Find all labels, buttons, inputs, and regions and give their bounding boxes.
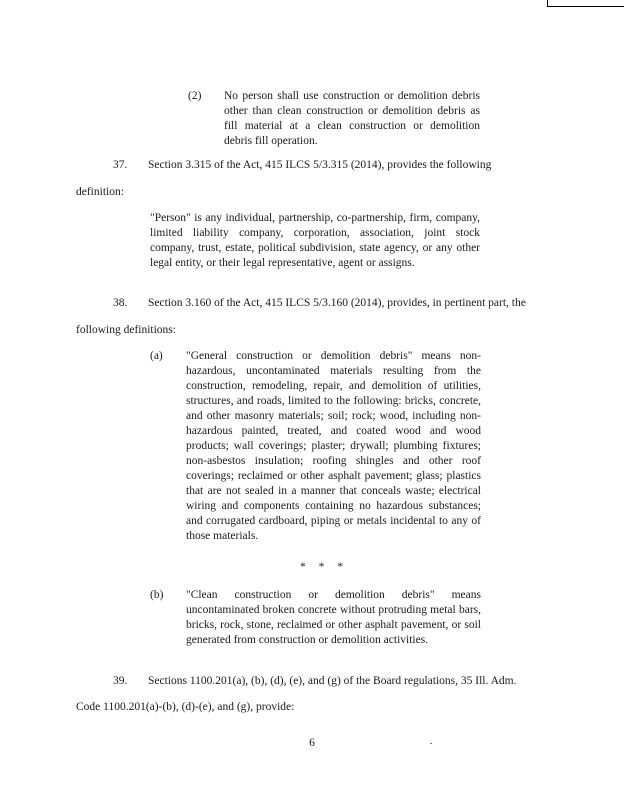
item-text: "Clean construction or demolition debris" means uncontaminated broken concrete without protruding metal bars, bricks, rock, stone, reclaimed or other asphalt pavement, or soil generated from construction or demolition activities. (186, 589, 481, 646)
paragraph-39-first-line (113, 674, 516, 689)
paragraph-text: Sections 1100.201(a), (b), (d), (e), and (g) of the Board regulations, 35 Ill. Adm. (148, 675, 517, 687)
subsection-2 (188, 89, 480, 149)
paragraph-number: 38. (113, 297, 128, 309)
page-number: 6 (309, 737, 315, 749)
paragraph-37-second-line: definition: (76, 186, 124, 198)
omission-asterisks: * * * (300, 561, 348, 573)
subsection-text: No person shall use construction or demolition debris other than clean construction or demolition debris as fill material at a clean construction or demolition debris fill operation. (224, 90, 480, 147)
definition-item-a (150, 349, 481, 544)
paragraph-text: Section 3.160 of the Act, 415 ILCS 5/3.160 (2014), provides, in pertinent part, the (148, 297, 526, 309)
paragraph-number: 39. (113, 675, 128, 687)
paragraph-number: 37. (113, 159, 128, 171)
scan-speck (430, 743, 432, 744)
item-text: "General construction or demolition debris" means non-hazardous, uncontaminated materials resulting from the construction, remodeling, repair, and demolition of utilities, structures, and roads, limited to the following: bricks, concrete, and other masonry materials; soil; rock; wood, including non-hazardous painted, treated, and coated wood and wood products; wall coverings; plaster; drywall; plumbing fixtures; non-asbestos insulation; roofing shingles and other roof coverings; reclaimed or other asphalt pavement; glass; plastics that are not sealed in a manner that conceals waste; electrical wiring and components containing no hazardous substances; and corrugated cardboard, piping or metals incidental to any of those materials. (186, 350, 481, 542)
paragraph-39-second-line: Code 1100.201(a)-(b), (d)-(e), and (g), provide: (76, 701, 295, 713)
item-label: (a) (150, 350, 163, 362)
definition-item-b (150, 588, 481, 648)
paragraph-38-second-line: following definitions: (76, 324, 176, 336)
person-definition-quote: "Person" is any individual, partnership, co-partnership, firm, company, limited liability company, corporation, association, joint stock company, trust, estate, political subdivision, state agency, or any other legal entity, or their legal representative, agent or assigns. (150, 212, 480, 269)
paragraph-text: Section 3.315 of the Act, 415 ILCS 5/3.315 (2014), provides the following (148, 159, 492, 171)
paragraph-37-first-line (113, 158, 491, 173)
scan-edge-artifact (547, 0, 624, 7)
subsection-label: (2) (188, 90, 202, 102)
paragraph-38-first-line (113, 296, 526, 311)
item-label: (b) (150, 589, 164, 601)
